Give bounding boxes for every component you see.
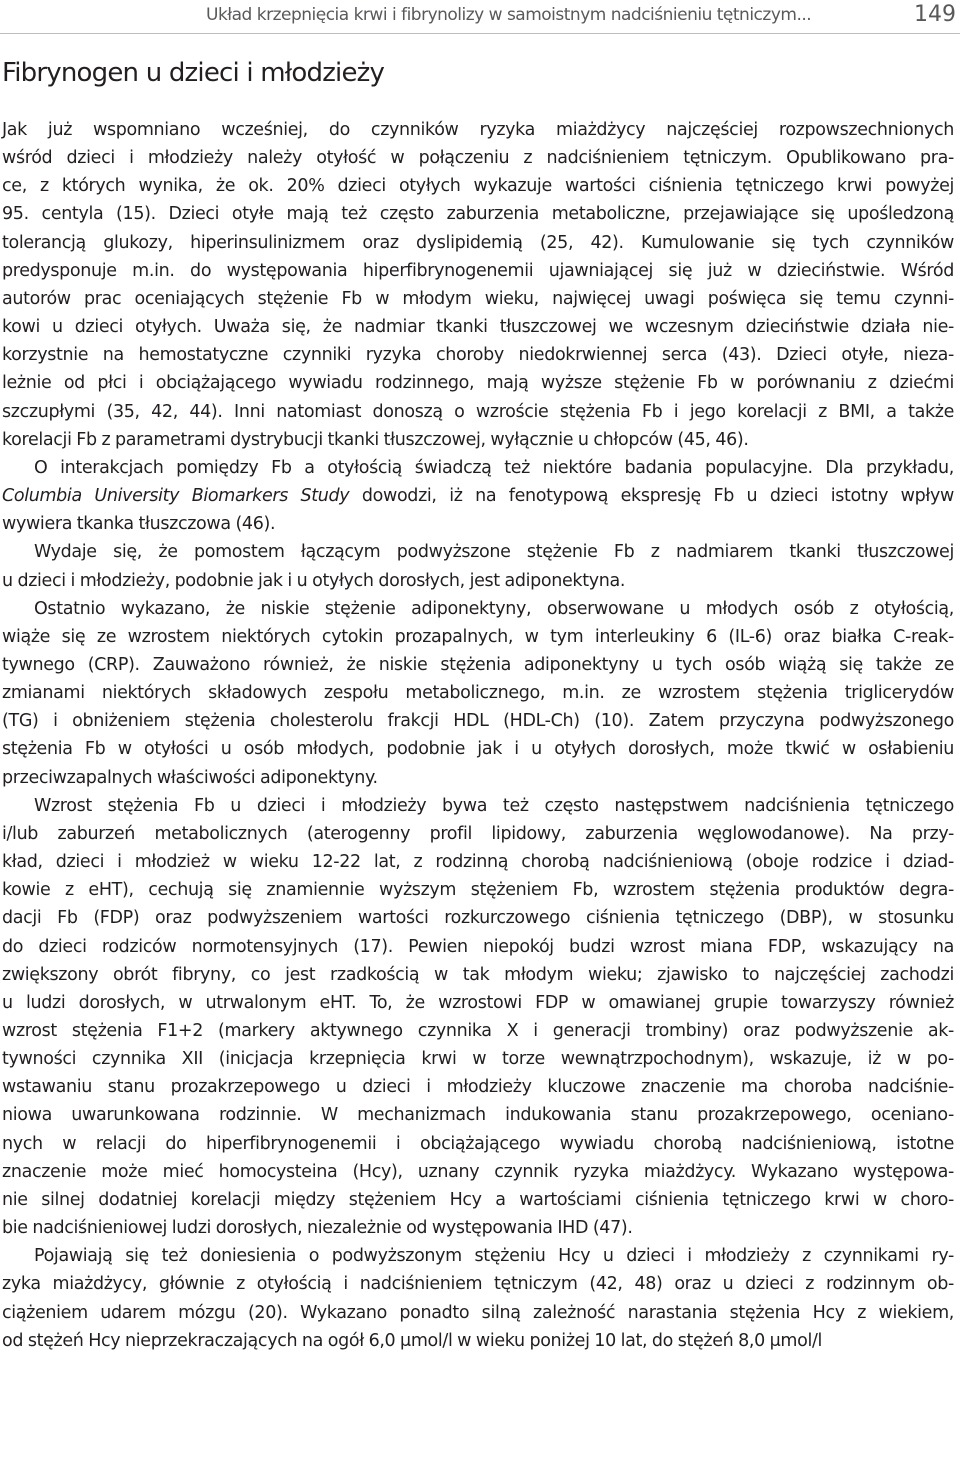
text-line: (TG) i obniżeniem stężenia cholesterolu frakcji HDL (HDL-Ch) (10). Zatem przyczyna podwyższonego xyxy=(2,711,954,732)
text-line: stężenia Fb w otyłości u osób młodych, podobnie jak i u otyłych dorosłych, może tkwić w osłabieniu xyxy=(2,739,954,760)
text-line: leżnie od płci i obciążającego wywiadu rodzinnego, mają wyższe stężenie Fb w porównaniu z dziećmi xyxy=(2,373,954,394)
text-line: Columbia University Biomarkers Study dowodzi, iż na fenotypową ekspresję Fb u dzieci istotny wpływ xyxy=(2,486,954,507)
paragraph xyxy=(2,538,954,594)
text-line: nie silnej dodatniej korelacji między stężeniem Hcy a wartościami ciśnienia tętniczego krwi w chorо- xyxy=(2,1189,954,1210)
text-line: korelacji Fb z parametrami dystrybucji tkanki tłuszczowej, wyłącznie u chłopców (45, 46). xyxy=(2,429,749,450)
text-line: wzrost stężenia F1+2 (markery aktywnego czynnika X i generacji trombiny) oraz podwyższenie ak- xyxy=(2,1021,954,1041)
text-line: Ostatnio wykazano, że niskie stężenie adiponektyny, obserwowane u młodych osób z otyłością, xyxy=(34,598,954,619)
paragraph xyxy=(2,116,954,454)
text-line: szczupłymi (35, 42, 44). Inni natomiast donoszą o wzroście stężenia Fb i jego korelacji z BMI, a także xyxy=(2,401,954,422)
text-line: bie nadciśnieniowej ludzi dorosłych, niezależnie od występowania IHD (47). xyxy=(2,1218,633,1239)
text-line: dacji Fb (FDP) oraz podwyższeniem wartości rozkurczowego ciśnienia tętniczego (DBP), w stosunku xyxy=(2,908,954,929)
text-line: przeciwzapalnych właściwości adiponektyny. xyxy=(2,767,378,788)
text-line: zmianami niektórych składowych zespołu metabolicznego, m.in. ze wzrostem stężenia triglicerydów xyxy=(2,683,954,704)
text-line: tywności czynnika XII (inicjacja krzepnięcia krwi w torze wewnątrzpochodnym), wskazuje, iż w po- xyxy=(2,1049,954,1070)
text-line: niowa uwarunkowana rodzinnie. W mechanizmach indukowania stanu prozakrzepowego, oceniano- xyxy=(2,1105,954,1126)
text-line: zwiększony obrót fibryny, co jest rzadkością w tak młodym wieku; zjawisko to najczęściej zachodzi xyxy=(2,964,954,985)
text-line: wśród dzieci i młodzieży należy otyłość w połączeniu z nadciśnieniem tętniczym. Opublikowano pra- xyxy=(2,148,954,169)
text-line: kład, dzieci i młodzież w wieku 12-22 lat, z rodzinną chorobą nadciśnieniową (oboje rodzice i dziad- xyxy=(2,852,954,873)
text-line: i/lub zaburzeń metabolicznych (aterogenny profil lipidowy, zaburzenia węglowodanowe). Na przy- xyxy=(2,823,954,844)
paragraph xyxy=(2,792,954,1243)
paragraph xyxy=(2,595,954,792)
text-line: od stężeń Hcy nieprzekraczających na ogół 6,0 μmol/l w wieku poniżej 10 lat, do stężeń 8,0 μmol/l xyxy=(2,1330,823,1351)
paragraph xyxy=(2,454,954,538)
text-line: O interakcjach pomiędzy Fb a otyłością świadczą też niektóre badania populacyjne. Dla przykładu, xyxy=(34,457,954,478)
text-line: zyka miażdżycy, głównie z otyłością i nadciśnieniem tętniczym (42, 48) oraz u dzieci z rodzinnym ob- xyxy=(2,1274,954,1295)
text-line: wiąże się ze wzrostem niektórych cytokin prozapalnych, w tym interleukiny 6 (IL-6) oraz białka C-reak- xyxy=(2,626,954,647)
running-header xyxy=(0,0,960,48)
text-line: tolerancją glukozy, hiperinsulinizmem oraz dyslipidemią (25, 42). Kumulowanie się tych czynników xyxy=(2,232,954,253)
text-line: kowi u dzieci otyłych. Uważa się, że nadmiar tkanki tłuszczowej we wczesnym dzieciństwie działa nie- xyxy=(2,317,954,338)
page-number: 149 xyxy=(914,2,956,27)
text-line: ce, z których wynika, że ok. 20% dzieci otyłych wykazuje wartości ciśnienia tętniczego krwi powyżej xyxy=(2,176,954,197)
text-line: u ludzi dorosłych, w utrwalonym eHT. To, że wzrostowi FDP w omawianej grupie towarzyszy również xyxy=(2,992,954,1013)
italic-study-name: Columbia University Biomarkers Study xyxy=(2,486,350,507)
text-line: Pojawiają się też doniesienia o podwyższonym stężeniu Hcy u dzieci i młodzieży z czynnikami ry- xyxy=(34,1246,954,1267)
header-rule xyxy=(0,33,960,34)
text-line: znaczenie może mieć homocysteina (Hcy), uznany czynnik ryzyka miażdżycy. Wykazano występowa- xyxy=(2,1161,954,1182)
text-line: tywnego (CRP). Zauważono również, że niskie stężenia adiponektyny u tych osób wiążą się także ze xyxy=(2,654,954,675)
text-line: do dzieci rodziców normotensyjnych (17). Pewien niepokój budzi wzrost miana FDP, wskazujący na xyxy=(2,936,954,957)
running-title: Układ krzepnięcia krwi i fibrynolizy w samoistnym nadciśnieniu tętniczym... xyxy=(206,5,812,25)
text-line: autorów prac oceniających stężenie Fb w młodym wieku, najwięcej uwagi poświęca się temu czynni- xyxy=(2,288,954,309)
text-line: u dzieci i młodzieży, podobnie jak i u otyłych dorosłych, jest adiponektyna. xyxy=(2,570,626,591)
section-title: Fibrynogen u dzieci i młodzieży xyxy=(2,58,385,88)
text-line: Jak już wspomniano wcześniej, do czynników ryzyka miażdżycy najczęściej rozpowszechnionych xyxy=(2,120,954,140)
body-text xyxy=(2,116,954,1355)
text-line: 95. centyla (15). Dzieci otyłe mają też często zaburzenia metaboliczne, przejawiające się upośledzoną xyxy=(2,204,954,225)
text-line: wstawaniu stanu prozakrzepowego u dzieci i młodzieży kluczowe znaczenie ma choroba nadciśnie- xyxy=(2,1077,954,1098)
text-line: korzystnie na hemostatyczne czynniki ryzyka choroby niedokrwiennej serca (43). Dzieci otyłe, nieza- xyxy=(2,345,954,366)
text-line: wywiera tkanka tłuszczowa (46). xyxy=(2,514,276,535)
text-line: Wzrost stężenia Fb u dzieci i młodzieży bywa też często następstwem nadciśnienia tętniczego xyxy=(34,795,954,816)
text-line: kowie z eHT), cechują się znamiennie wyższym stężeniem Fb, wzrostem stężenia produktów degra- xyxy=(2,880,954,901)
text-line: Wydaje się, że pomostem łączącym podwyższone stężenie Fb z nadmiarem tkanki tłuszczowej xyxy=(34,542,954,563)
text-line: ciążeniem udarem mózgu (20). Wykazano ponadto silną zależność narastania stężenia Hcy z wiekiem, xyxy=(2,1302,954,1323)
text-line: predysponuje m.in. do występowania hiperfibrynogenemii ujawniającej się już w dzieciństwie. Wśród xyxy=(2,260,954,281)
text-line: nych w relacji do hiperfibrynogenemii i obciążającego wywiadu chorobą nadciśnieniową, istotne xyxy=(2,1133,954,1154)
paragraph xyxy=(2,1242,954,1355)
